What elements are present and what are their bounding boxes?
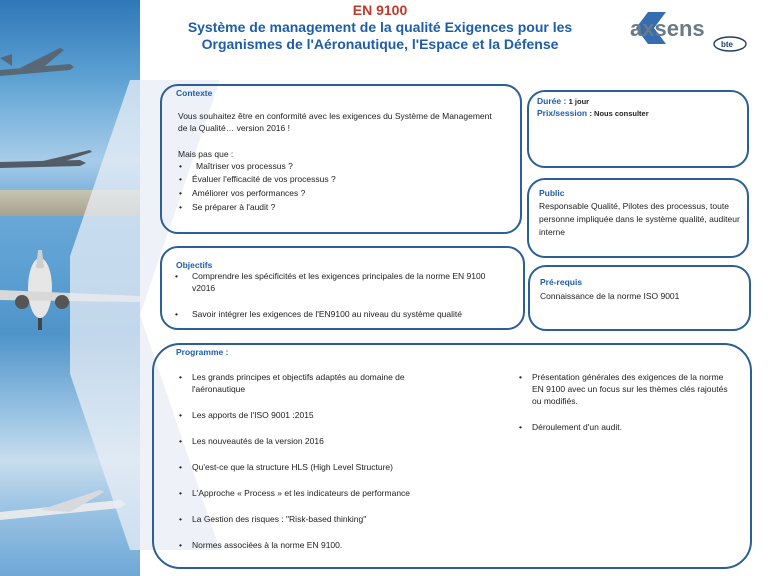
- prerequis-heading: Pré-requis: [540, 277, 583, 287]
- contexte-intro: Vous souhaitez être en conformité avec les exigences du Système de Management de la Qualité… version 2016 !: [178, 111, 492, 133]
- logo-text: axsens: [630, 16, 705, 41]
- duree-label: Durée :: [537, 96, 567, 106]
- duree-line: [537, 96, 589, 106]
- list-item: • Comprendre les spécificités et les exigences principales de la norme EN 9100 v2016: [172, 270, 502, 294]
- prix-label: Prix/session: [537, 108, 588, 118]
- list-item: • Présentation générales des exigences de la norme EN 9100 avec un focus sur les thèmes clés rajoutés ou modifiés.: [516, 371, 731, 407]
- title-line-2: Système de management de la qualité Exigences pour les: [187, 19, 573, 35]
- objectifs-heading: Objectifs: [176, 260, 213, 270]
- title-line-3: Organismes de l'Aéronautique, l'Espace et la Défense: [201, 36, 559, 52]
- list-item: • Les apports de l'ISO 9001 :2015: [176, 409, 456, 421]
- list-item: • La Gestion des risques : "Risk-based thinking": [176, 513, 456, 525]
- list-item: • Améliorer vos performances ?: [176, 186, 506, 200]
- list-item: • Normes associées à la norme EN 9100.: [176, 539, 456, 551]
- logo-sub: bte: [721, 40, 733, 49]
- contexte-lead: Mais pas que :: [178, 149, 234, 159]
- objectifs-list: [172, 270, 502, 320]
- programme-box: [152, 343, 752, 569]
- prix-line: [537, 108, 649, 118]
- contexte-box: [160, 84, 522, 234]
- list-item: • Déroulement d'un audit.: [516, 421, 731, 433]
- programme-heading: Programme :: [176, 347, 229, 357]
- programme-right-list: [516, 371, 731, 433]
- programme-left-list: [176, 371, 456, 551]
- list-item: • Les grands principes et objectifs adaptés au domaine de l'aéronautique: [176, 371, 456, 395]
- duree-box: [527, 90, 749, 168]
- public-text: Responsable Qualité, Pilotes des processus, toute personne impliquée dans le système qualité, auditeur interne: [539, 201, 740, 237]
- list-item: • Savoir intégrer les exigences de l'EN9100 au niveau du système qualité: [172, 308, 502, 320]
- list-item: • L'Approche « Process » et les indicateurs de performance: [176, 487, 456, 499]
- list-item: • Les nouveautés de la version 2016: [176, 435, 456, 447]
- objectifs-box: [160, 246, 525, 330]
- prerequis-box: [528, 265, 751, 331]
- prix-value: : Nous consulter: [589, 109, 649, 118]
- page-title: [150, 2, 610, 53]
- list-item: • Évaluer l'efficacité de vos processus ?: [176, 172, 506, 186]
- axsens-logo: [626, 6, 750, 52]
- public-box: [527, 178, 749, 258]
- list-item: • Maîtriser vos processus ?: [176, 160, 506, 172]
- prerequis-text: Connaissance de la norme ISO 9001: [540, 291, 680, 301]
- list-item: • Se préparer à l'audit ?: [176, 200, 506, 214]
- title-line-1: EN 9100: [352, 2, 408, 18]
- public-heading: Public: [539, 188, 565, 198]
- contexte-list: [176, 160, 506, 214]
- list-item: • Qu'est-ce que la structure HLS (High Level Structure): [176, 461, 456, 473]
- duree-value: 1 jour: [568, 97, 590, 106]
- contexte-heading: Contexte: [176, 88, 213, 98]
